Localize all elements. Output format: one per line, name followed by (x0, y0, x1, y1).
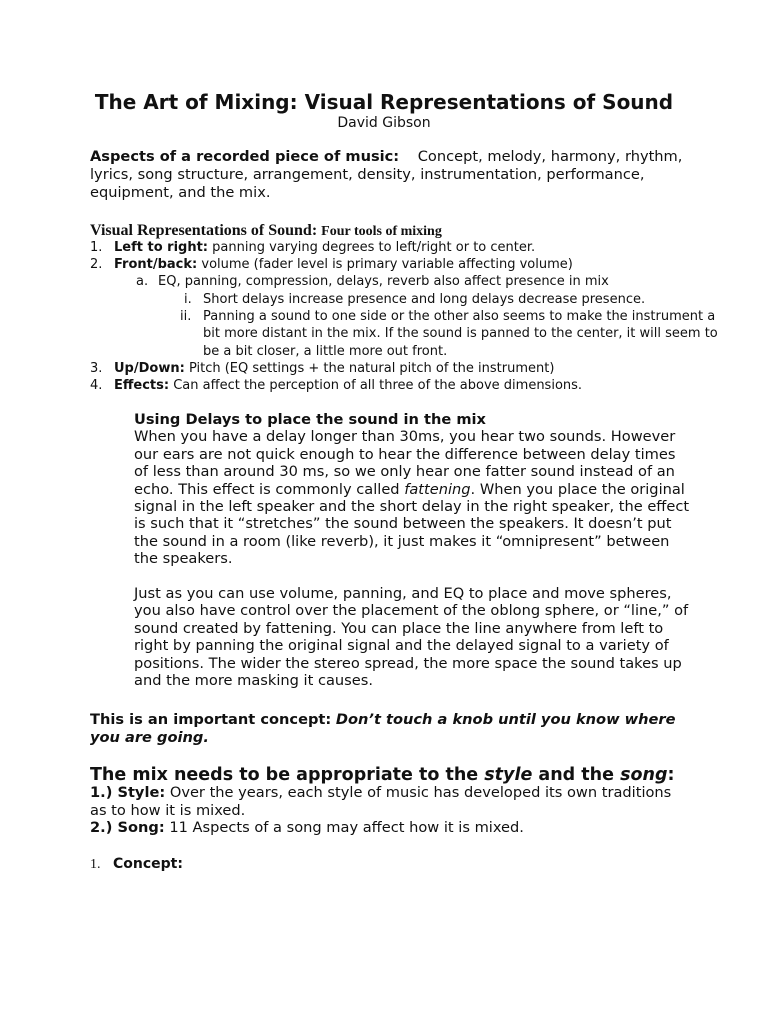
mix-style-label: 1.) Style: (90, 784, 166, 801)
list-item-label: Left to right: (114, 240, 209, 255)
heading-text: The mix needs to be appropriate to the (90, 765, 485, 785)
list-number: 4. (90, 378, 103, 393)
list-item-text: EQ, panning, compression, delays, reverb also affect presence in mix (158, 274, 609, 289)
paragraph-text: When you have a delay longer than 30ms, you hear two sounds. However our ears are not quick enough to hear the difference between delay times of less than around 30 ms, so we only hear one fatter sound instead of an echo. This effect is commonly called (134, 428, 676, 498)
list-number: a. (136, 274, 149, 289)
list-number: 1. (90, 857, 101, 872)
mix-style-text: Over the years, each style of music has developed its own traditions as to how it is mixed. (90, 784, 672, 819)
mix-heading (90, 764, 675, 786)
concept-item-label: Concept: (113, 856, 183, 872)
list-item-front-back (90, 256, 573, 273)
list-subitem-ii (180, 308, 718, 359)
list-number: 1. (90, 240, 103, 255)
aspects-label: Aspects of a recorded piece of music: (90, 148, 400, 165)
concept-text: Don’t touch a knob until you know where you are going. (90, 711, 676, 746)
heading-text: : (667, 765, 675, 785)
heading-emphasis: style (484, 765, 533, 785)
list-item-line: be a bit closer, a little more out front. (203, 343, 448, 359)
aspects-paragraph (90, 148, 690, 202)
heading-emphasis: song (620, 765, 668, 785)
list-item-label: Up/Down: (114, 361, 185, 376)
mix-items (90, 784, 690, 837)
list-subitem-a (136, 273, 609, 290)
emphasis-text: fattening (404, 480, 471, 498)
delays-paragraph-1 (134, 428, 694, 567)
list-item-label: Effects: (114, 378, 170, 393)
paragraph-text: . When you place the original signal in the left speaker and the short delay in the right speaker, the effect is such that it “stretches” the sound between the speakers. It doesn’t put the sound in a room (like reverb), it just makes it “omnipresent” between the speakers. (134, 480, 690, 568)
document-title: The Art of Mixing: Visual Representations of Sound (94, 90, 674, 114)
important-concept-note (90, 711, 690, 747)
list-number: ii. (180, 309, 192, 324)
concept-list-item (90, 855, 183, 874)
list-item-line: Panning a sound to one side or the other also seems to make the instrument a (203, 309, 716, 324)
list-item-text: Pitch (EQ settings + the natural pitch of the instrument) (188, 361, 555, 376)
list-item-text: volume (fader level is primary variable affecting volume) (201, 257, 573, 272)
list-item-label: Front/back: (114, 257, 198, 272)
delays-heading: Using Delays to place the sound in the mix (134, 411, 486, 428)
visual-heading-text: Visual Representations of Sound: (90, 222, 318, 239)
list-item-left-right (90, 239, 536, 256)
mix-song-item (90, 819, 690, 837)
list-item-text: Short delays increase presence and long delays decrease presence. (203, 292, 646, 307)
aspects-text: Concept, melody, harmony, rhythm, lyrics, song structure, arrangement, density, instrumentation, performance, equipment, and the mix. (90, 148, 683, 201)
list-number: 2. (90, 257, 103, 272)
list-number: i. (184, 292, 192, 307)
list-number: 3. (90, 361, 103, 376)
delays-paragraph-2: Just as you can use volume, panning, and EQ to place and move spheres, you also have control over the placement of the oblong sphere, or “line,” of sound created by fattening. You can place the line anywhere from left to right by panning the original signal and the delayed signal to a variety of positions. The wider the stereo spread, the more space the sound takes up and the more masking it causes. (134, 585, 689, 690)
list-item-text: Can affect the perception of all three of the above dimensions. (173, 378, 583, 393)
list-item-text: panning varying degrees to left/right or to center. (212, 240, 536, 255)
heading-text: and the (532, 765, 621, 785)
mix-song-text: 11 Aspects of a song may affect how it is mixed. (169, 819, 524, 837)
visual-subheading-text: Four tools of mixing (321, 224, 442, 239)
delays-section (134, 411, 694, 689)
concept-label: This is an important concept: (90, 711, 332, 728)
document-author: David Gibson (337, 115, 431, 131)
list-item-effects (90, 377, 583, 394)
list-subitem-i (184, 291, 646, 308)
list-item-up-down (90, 360, 555, 377)
mix-song-label: 2.) Song: (90, 819, 165, 837)
mix-style-item (90, 784, 690, 819)
list-item-line: bit more distant in the mix. If the sound is panned to the center, it will seem to (203, 326, 718, 342)
